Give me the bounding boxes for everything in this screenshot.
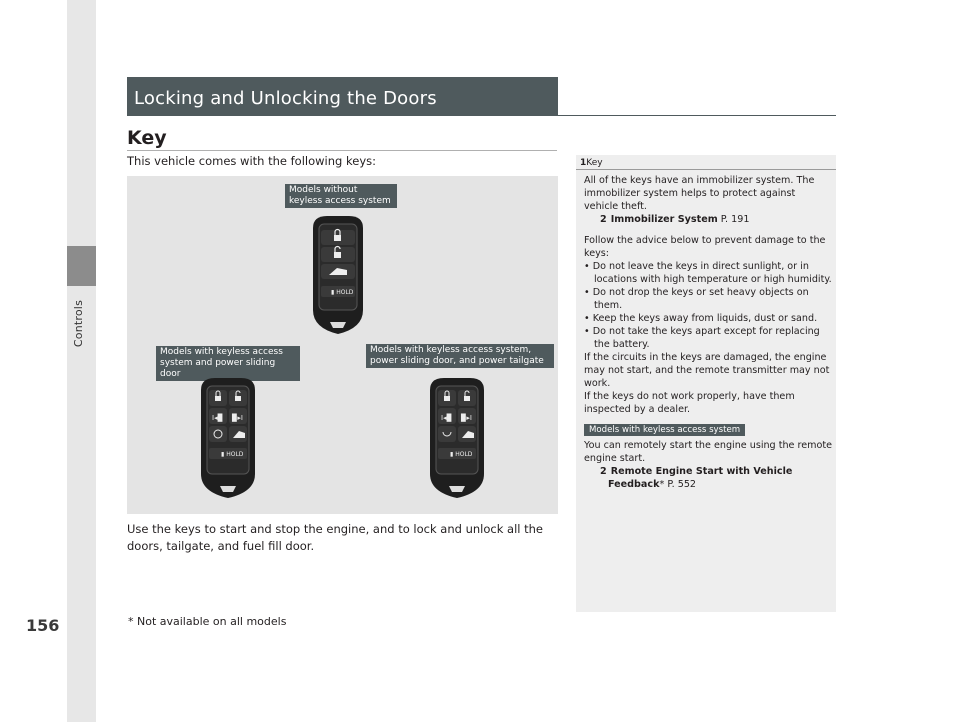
- note-bullet: • Do not leave the keys in direct sunlight, or in locations with high temperature or high humidity.: [584, 261, 832, 285]
- note-paragraph: If the circuits in the keys are damaged, the engine may not start, and the remote transmitter may not work.: [584, 352, 830, 389]
- key-figure: [127, 176, 558, 514]
- outro-text: Use the keys to start and stop the engine, and to lock and unlock all the doors, tailgate, and fuel fill door.: [127, 522, 543, 553]
- note-paragraph: You can remotely start the engine using the remote engine start.: [584, 440, 833, 464]
- svg-text:▮ HOLD: ▮ HOLD: [221, 451, 244, 458]
- heading-rule: [127, 150, 557, 151]
- keyless-models-badge: Models with keyless access system: [584, 424, 745, 436]
- note-title: [580, 158, 603, 168]
- footnote: * Not available on all models: [128, 615, 287, 628]
- reference-arrow-icon: 2: [600, 466, 607, 477]
- callout-keyless-sliding: Models with keyless access system and power sliding door: [156, 346, 300, 381]
- page-number: 156: [26, 616, 60, 635]
- svg-text:▉▸I: ▉▸I: [461, 414, 472, 422]
- key-fob-tailgate-icon: [424, 376, 490, 504]
- section-rule: [127, 115, 836, 116]
- note-body: [584, 174, 832, 491]
- reference-star: *: [659, 479, 665, 490]
- svg-text:▉▸I: ▉▸I: [232, 414, 243, 422]
- immobilizer-reference[interactable]: [584, 213, 832, 226]
- note-bullet: • Do not take the keys apart except for replacing the battery.: [584, 326, 820, 350]
- remote-start-reference[interactable]: [584, 465, 832, 491]
- note-bullet: • Do not drop the keys or set heavy objects on them.: [584, 287, 809, 311]
- reference-title: Immobilizer System: [610, 214, 718, 225]
- intro-text: This vehicle comes with the following keys:: [127, 154, 376, 168]
- chapter-label: Controls: [72, 300, 85, 348]
- note-paragraph: Follow the advice below to prevent damage to the keys:: [584, 235, 826, 259]
- side-tab: [67, 0, 96, 722]
- svg-text:▮ HOLD: ▮ HOLD: [331, 289, 354, 296]
- callout-keyless-sliding-tailgate: Models with keyless access system, power sliding door, and power tailgate: [366, 344, 554, 368]
- note-paragraph: If the keys do not work properly, have them inspected by a dealer.: [584, 391, 795, 415]
- note-paragraph: All of the keys have an immobilizer system. The immobilizer system helps to protect against vehicle theft.: [584, 175, 815, 212]
- svg-text:I◂▉: I◂▉: [441, 414, 452, 422]
- note-rule: [576, 169, 836, 170]
- note-number: 1: [580, 158, 587, 168]
- side-tab-marker: [67, 246, 96, 286]
- note-title-text: Key: [586, 158, 603, 168]
- key-fob-basic-icon: [307, 214, 369, 340]
- section-title: Locking and Unlocking the Doors: [134, 88, 437, 109]
- svg-text:▮ HOLD: ▮ HOLD: [450, 451, 473, 458]
- svg-text:I◂▉: I◂▉: [212, 414, 223, 422]
- reference-page: P. 552: [667, 479, 697, 490]
- side-note: [576, 155, 836, 612]
- page-heading: Key: [127, 127, 167, 149]
- key-fob-sliding-icon: [195, 376, 261, 504]
- reference-arrow-icon: 2: [600, 214, 607, 225]
- reference-page: P. 191: [720, 214, 750, 225]
- reference-title: Remote Engine Start with Vehicle Feedback: [608, 466, 793, 490]
- note-bullet: • Keep the keys away from liquids, dust or sand.: [584, 313, 818, 324]
- callout-no-keyless: Models without keyless access system: [285, 184, 397, 208]
